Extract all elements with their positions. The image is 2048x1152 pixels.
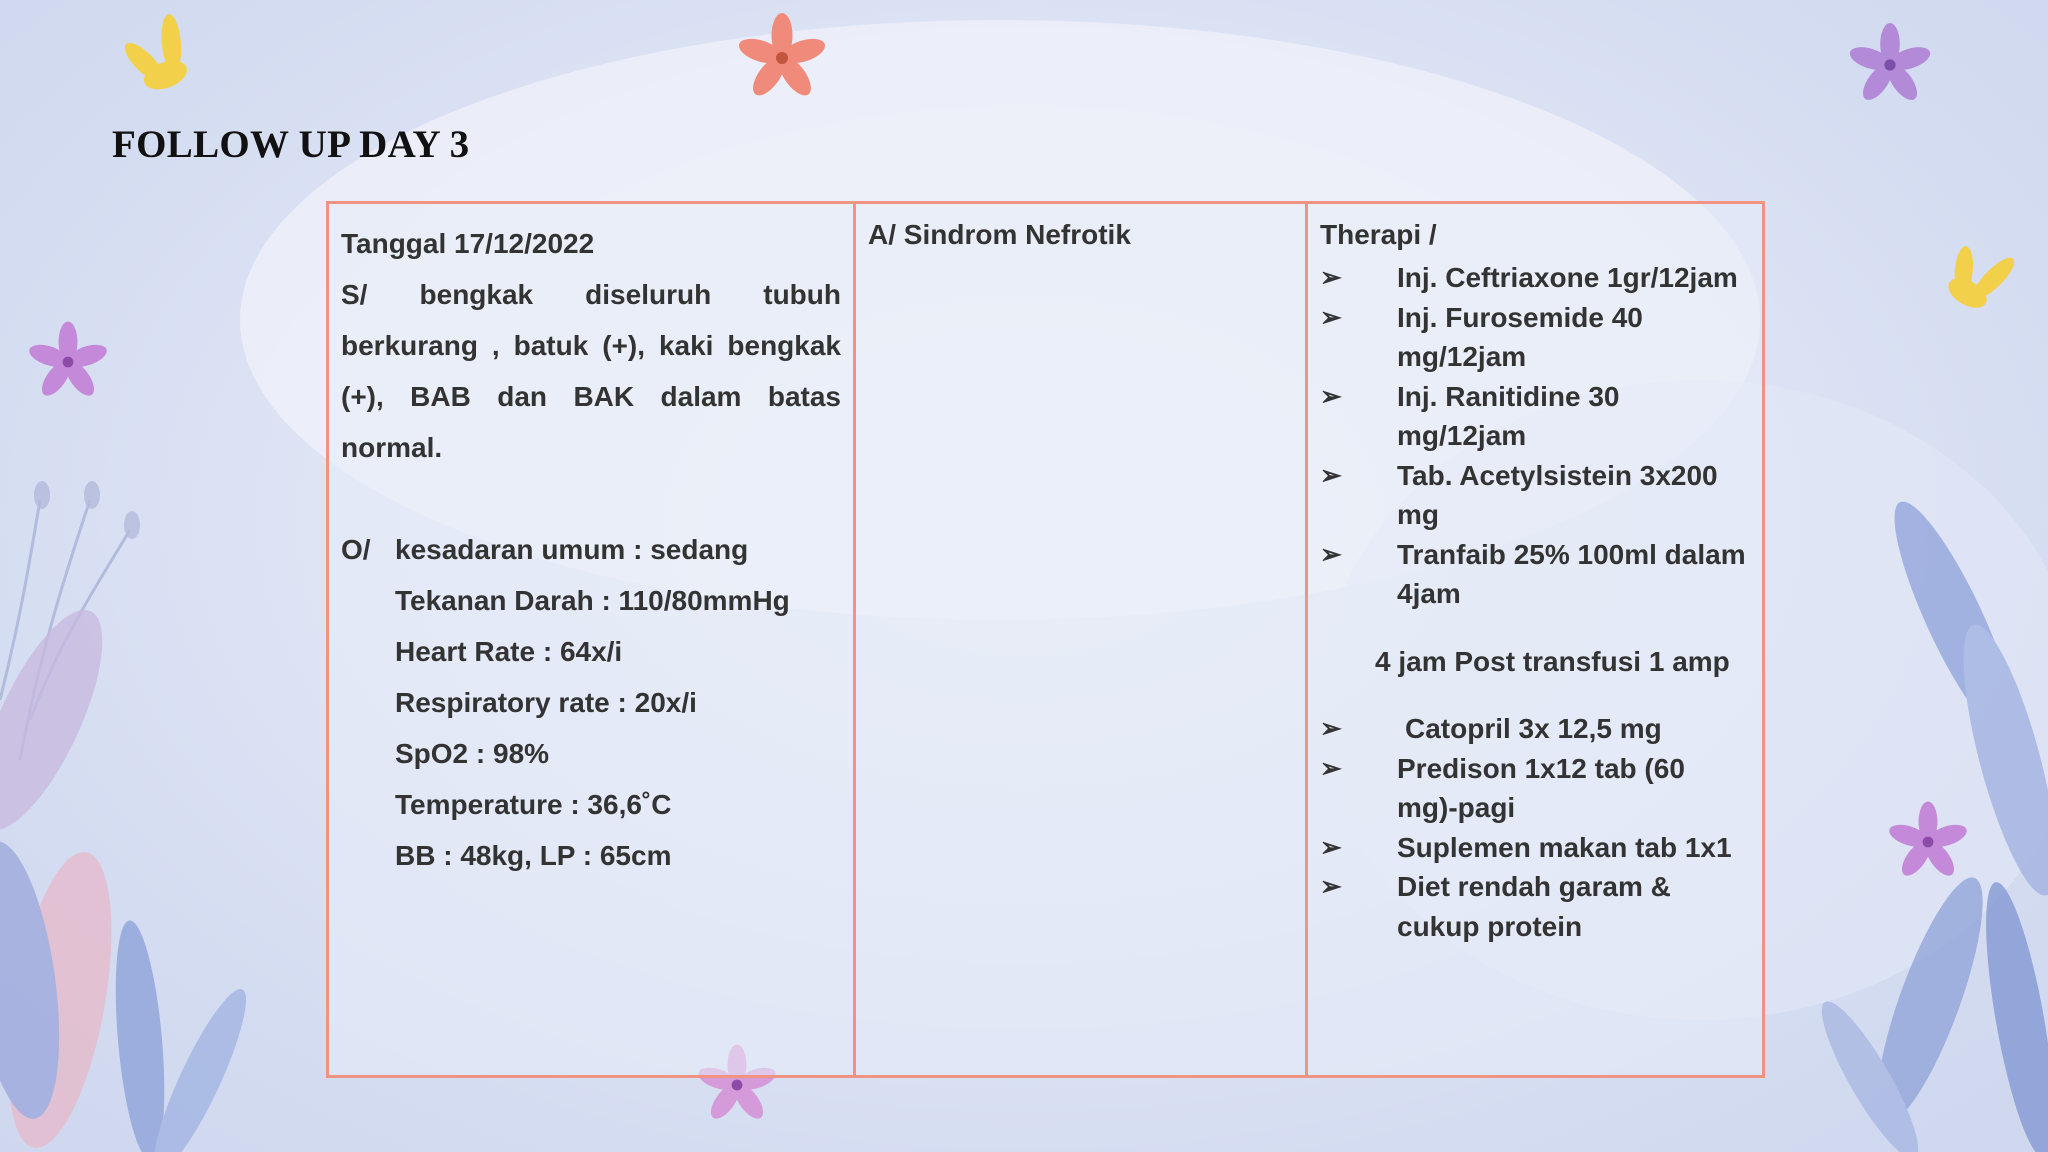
therapy-item: ➢ Predison 1x12 tab (60 mg)-pagi	[1320, 749, 1750, 828]
therapy-list-a	[1320, 258, 1750, 614]
objective-label: O/	[341, 534, 371, 565]
assessment-cell	[855, 203, 1307, 1077]
objective-item: SpO2 : 98%	[395, 738, 550, 769]
arrow-bullet-icon: ➢	[1320, 301, 1342, 332]
transfusion-note: 4 jam Post transfusi 1 amp	[1375, 645, 1730, 677]
arrow-bullet-icon: ➢	[1320, 831, 1342, 862]
objective-item: BB : 48kg, LP : 65cm	[395, 840, 672, 871]
arrow-bullet-icon: ➢	[1320, 459, 1342, 490]
slide-title: FOLLOW UP DAY 3	[112, 123, 470, 166]
arrow-bullet-icon: ➢	[1320, 713, 1342, 743]
soap-subjective-objective-cell	[328, 203, 855, 1077]
therapy-item: ➢ Diet rendah garam & cukup protein	[1320, 867, 1750, 946]
therapy-item: ➢ Tranfaib 25% 100ml dalam 4jam	[1320, 535, 1750, 614]
assessment-text: A/ Sindrom Nefrotik	[868, 219, 1131, 250]
therapy-item: ➢ Suplemen makan tab 1x1	[1320, 828, 1750, 868]
therapy-cell	[1307, 203, 1764, 1077]
therapy-item: ➢ Inj. Furosemide 40 mg/12jam	[1320, 298, 1750, 377]
therapy-list-b	[1320, 709, 1750, 946]
objective-first-row	[341, 524, 841, 575]
visit-date: Tanggal 17/12/2022	[341, 228, 595, 259]
therapy-item: ➢ Inj. Ranitidine 30 mg/12jam	[1320, 377, 1750, 456]
objective-item: kesadaran umum : sedang	[395, 534, 749, 565]
therapy-item: ➢ Tab. Acetylsistein 3x200 mg	[1320, 456, 1750, 535]
objective-item: Respiratory rate : 20x/i	[395, 687, 697, 718]
therapy-item: ➢ Inj. Ceftriaxone 1gr/12jam	[1320, 258, 1750, 298]
therapy-heading: Therapi /	[1320, 219, 1437, 250]
objective-item: Tekanan Darah : 110/80mmHg	[395, 585, 790, 616]
arrow-bullet-icon: ➢	[1320, 262, 1342, 292]
therapy-item: ➢ Catopril 3x 12,5 mg	[1320, 709, 1750, 749]
arrow-bullet-icon: ➢	[1320, 871, 1342, 901]
objective-item: Heart Rate : 64x/i	[395, 636, 623, 667]
objective-item: Temperature : 36,6˚C	[395, 789, 672, 820]
arrow-bullet-icon: ➢	[1320, 752, 1342, 783]
subjective-text: S/ bengkak diseluruh tubuh berkurang , batuk (+), kaki bengkak (+), BAB dan BAK dalam batas normal.	[341, 279, 841, 463]
follow-up-table	[326, 201, 1765, 1078]
arrow-bullet-icon: ➢	[1320, 538, 1342, 569]
arrow-bullet-icon: ➢	[1320, 380, 1342, 411]
